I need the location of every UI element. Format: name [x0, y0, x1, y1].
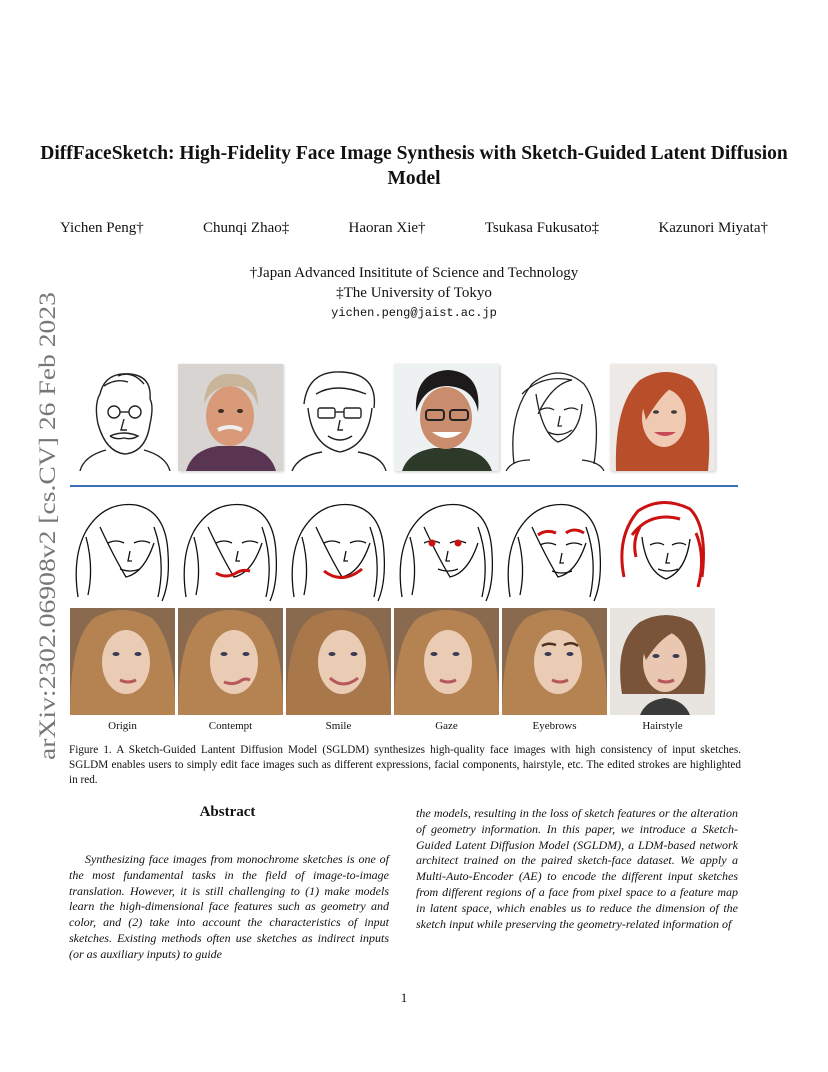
figure-row-pairs: [70, 364, 715, 471]
result-origin: [70, 608, 175, 715]
result-hairstyle: [610, 608, 715, 715]
figure-column-labels: [70, 720, 715, 732]
face-photo: [178, 364, 283, 471]
sketch-contempt: [178, 497, 283, 604]
arxiv-identifier-text: arXiv:2302.06908v2 [cs.CV] 26 Feb 2023: [35, 361, 61, 760]
face-photo: [394, 364, 499, 471]
affiliation: ‡The University of Tokyo: [336, 285, 492, 301]
author-name: Chunqi Zhao‡: [203, 220, 290, 236]
column-label: Gaze: [435, 720, 458, 732]
sketch-image: [502, 364, 607, 471]
arxiv-identifier: [26, 290, 64, 760]
column-label: Eyebrows: [532, 720, 577, 732]
author-name: Haoran Xie†: [348, 220, 426, 236]
result-gaze: [394, 608, 499, 715]
figure-divider: [70, 485, 738, 487]
figure-row-results: [70, 608, 715, 715]
sketch-image: [286, 364, 391, 471]
author-name: Tsukasa Fukusato‡: [484, 220, 600, 236]
figure-caption: Figure 1. A Sketch-Guided Lantent Diffusion Model (SGLDM) synthesizes high-quality face images with high consistency of input sketches. SGLDM enables users to simply edit face images such as different expressions, facial components, hairstyle, etc. The edited strokes are highlighted in red.: [69, 744, 741, 786]
sketch-hairstyle: [610, 497, 715, 604]
author-name: Kazunori Miyata†: [658, 220, 768, 236]
column-label: Contempt: [208, 720, 253, 732]
page-number: 1: [400, 990, 408, 1005]
result-smile: [286, 608, 391, 715]
abstract-heading: Abstract: [199, 804, 256, 820]
sketch-gaze: [394, 497, 499, 604]
abstract-text-left: Synthesizing face images from monochrome sketches is one of the most fundamental tasks in the field of image-to-image translation. However, it is still challenging to (1) make models learn the high-dimensional face features such as geometry and color, and (2) take into account the characteristics of input sketches. Existing methods often use sketches as indirect inputs (or as auxiliary inputs) to guide: [69, 852, 389, 961]
sketch-smile: [286, 497, 391, 604]
sketch-image: [70, 364, 175, 471]
result-eyebrows: [502, 608, 607, 715]
sketch-eyebrows: [502, 497, 607, 604]
paper-title: DiffFaceSketch: High-Fidelity Face Image Synthesis with Sketch-Guided Latent Diffusion Model: [40, 143, 788, 189]
affiliation: †Japan Advanced Insititute of Science and Technology: [249, 265, 579, 281]
author-list: [60, 220, 768, 237]
column-label: Origin: [108, 720, 137, 732]
column-label: Smile: [325, 720, 352, 732]
figure-row-sketches: [70, 497, 715, 604]
author-name: Yichen Peng†: [60, 220, 144, 236]
face-photo: [610, 364, 715, 471]
result-contempt: [178, 608, 283, 715]
column-label: Hairstyle: [642, 720, 683, 732]
abstract-text-right: the models, resulting in the loss of sketch features or the alteration of geometry information. In this paper, we introduce a Sketch-Guided Latent Diffusion Model (SGLDM), a LDM-based network architect trained on the paired sketch-face dataset. We apply a Multi-Auto-Encoder (AE) to encode the different input sketches from different regions of a face from pixel space to a feature map in latent space, which enables us to reduce the dimension of the sketch input while preserving the geometry-related information of: [416, 806, 738, 931]
sketch-origin: [70, 497, 175, 604]
author-email: yichen.peng@jaist.ac.jp: [331, 306, 497, 320]
